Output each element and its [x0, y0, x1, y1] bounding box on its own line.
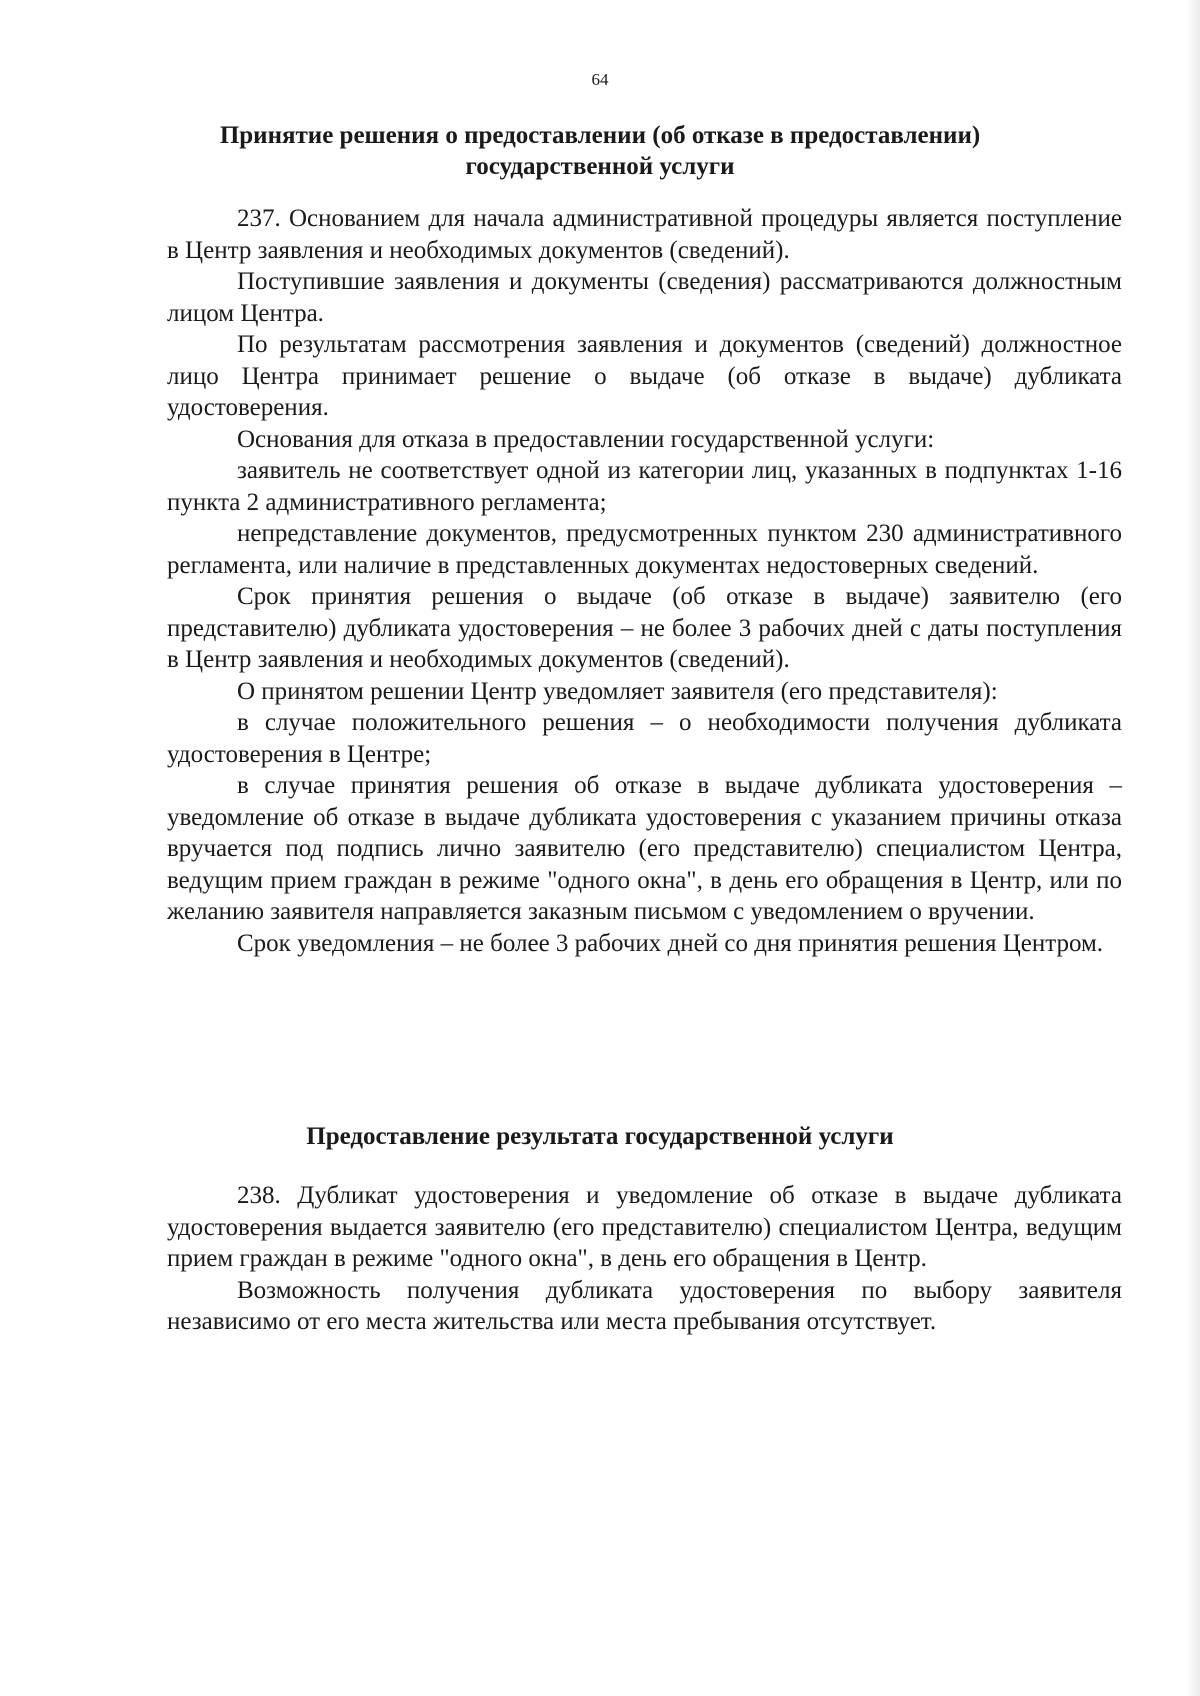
paragraph: По результатам рассмотрения заявления и документов (сведений) должностное лицо Центра принимает решение о выдаче (об отказе в выдаче) дубликата удостоверения.: [167, 331, 1122, 421]
paragraph: О принятом решении Центр уведомляет заявителя (его представителя):: [237, 677, 998, 705]
paragraph: Основания для отказа в предоставлении государственной услуги:: [237, 425, 935, 453]
scan-edge-shadow: [1186, 0, 1200, 1696]
paragraph: заявитель не соответствует одной из категории лиц, указанных в подпунктах 1-16 пункта 2 административного регламента;: [167, 457, 1122, 516]
heading-line-2: государственной услуги: [465, 153, 735, 180]
section-body-result: [167, 1180, 1122, 1338]
paragraph: Возможность получения дубликата удостоверения по выбору заявителя независимо от его места жительства или места пребывания отсутствует.: [167, 1276, 1122, 1335]
section-heading-result: Предоставление результата государственной услуги: [306, 1123, 894, 1150]
paragraph: Срок уведомления – не более 3 рабочих дней со дня принятия решения Центром.: [237, 929, 1104, 957]
paragraph: непредставление документов, предусмотренных пунктом 230 административного регламента, или наличие в представленных документах недостоверных сведений.: [167, 520, 1122, 579]
paragraph: в случае принятия решения об отказе в выдаче дубликата удостоверения – уведомление об отказе в выдаче дубликата удостоверения с указанием причины отказа вручается под подпись лично заявителю (его представителю) специалистом Центра, ведущим прием граждан в режиме "одного окна", в день его обращения в Центр, или по желанию заявителя направляется заказным письмом с уведомлением о вручении.: [167, 772, 1122, 925]
paragraph: Срок принятия решения о выдаче (об отказе в выдаче) заявителю (его представителю) дубликата удостоверения – не более 3 рабочих дней с даты поступления в Центр заявления и необходимых документов (сведений).: [167, 583, 1122, 673]
paragraph-238: 238. Дубликат удостоверения и уведомление об отказе в выдаче дубликата удостоверения выдается заявителю (его представителю) специалистом Центра, ведущим прием граждан в режиме "одного окна", в день его обращения в Центр.: [167, 1182, 1122, 1272]
heading-line-1: Принятие решения о предоставлении (об отказе в предоставлении): [219, 122, 981, 149]
section-heading-decision: [150, 120, 1050, 182]
page-number: 64: [591, 70, 609, 89]
section-body-decision: [167, 203, 1122, 959]
paragraph: в случае положительного решения – о необходимости получения дубликата удостоверения в Центре;: [167, 709, 1122, 768]
paragraph-237: 237. Основанием для начала административной процедуры является поступление в Центр заявления и необходимых документов (сведений).: [167, 205, 1122, 264]
paragraph: Поступившие заявления и документы (сведения) рассматриваются должностным лицом Центра.: [167, 268, 1122, 327]
